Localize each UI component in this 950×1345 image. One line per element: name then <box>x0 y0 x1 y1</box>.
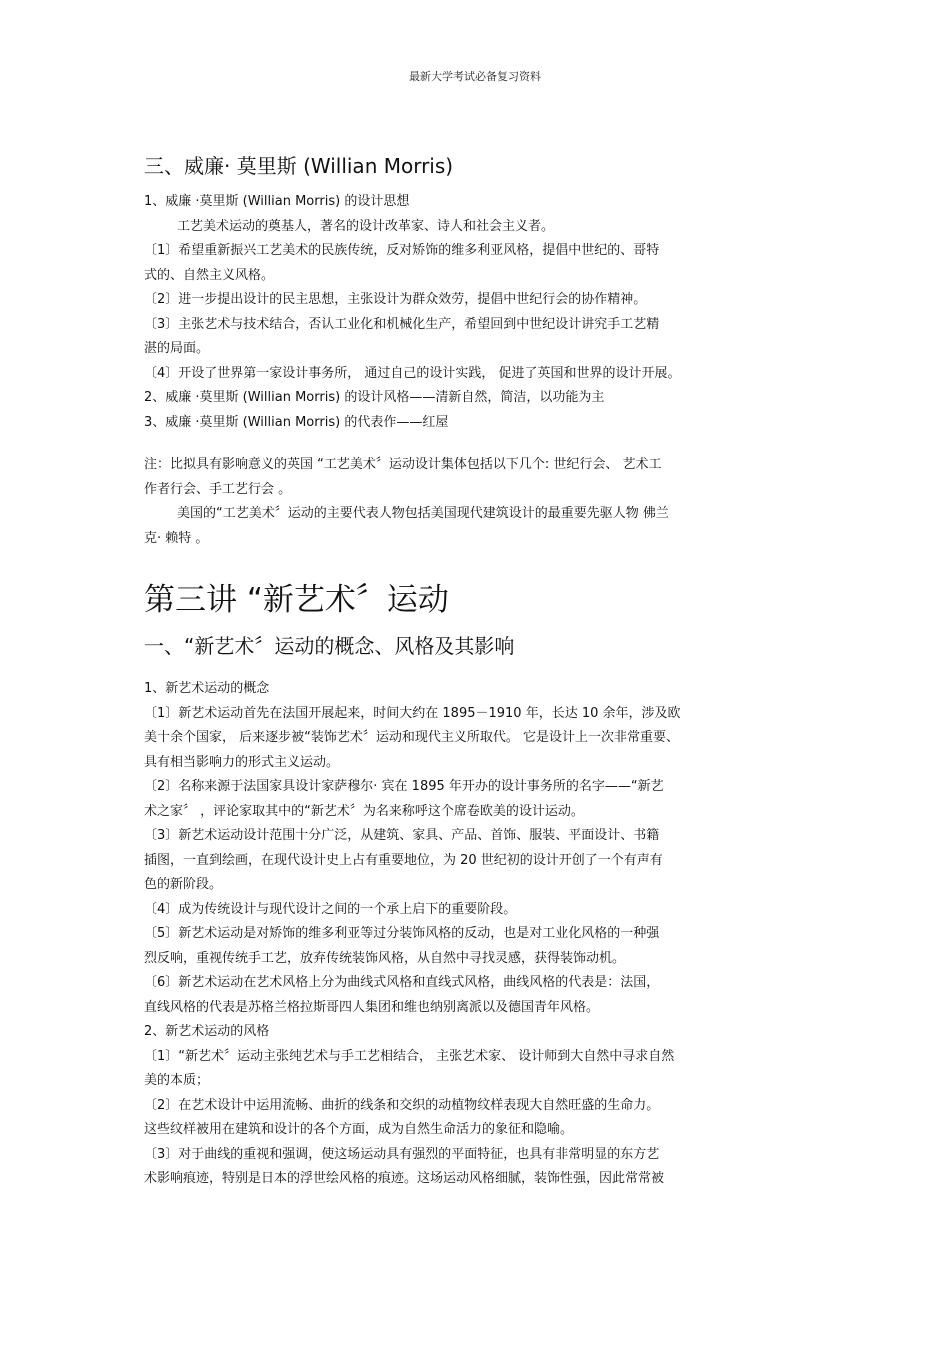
text-line: 〔1〕“新艺术〞运动主张纯艺术与手工艺相结合， 主张艺术家、 设计师到大自然中寻求自然 <box>144 1048 675 1064</box>
text-line: 〔3〕新艺术运动设计范围十分广泛，从建筑、家具、产品、首饰、服装、平面设计、书籍 <box>144 828 660 843</box>
text-line: 〔5〕新艺术运动是对矫饰的维多利亚等过分装饰风格的反动，也是对工业化风格的一种强 <box>144 926 660 941</box>
morris-paragraphs <box>144 190 808 435</box>
note-line: 注：比拟具有影响意义的英国 “工艺美术〞运动设计集体包括以下几个: 世纪行会、 艺术工 <box>144 457 662 472</box>
text-line: 〔1〕新艺术运动首先在法国开展起来，时间大约在 1895－1910 年，长达 10 余年，涉及欧 <box>144 705 681 721</box>
page-header: 最新大学考试必备复习资料 <box>409 70 541 83</box>
lecture-title: 第三讲 “新艺术〞运动 <box>144 582 449 618</box>
text-line: 2、威廉 ·莫里斯 (Willian Morris) 的设计风格——清新自然，简洁，以功能为主 <box>144 390 605 405</box>
text-line: 美十余个国家， 后来逐步被“装饰艺术〞运动和现代主义所取代。 它是设计上一次非常重要、 <box>144 730 680 745</box>
text-line: 工艺美术运动的奠基人，著名的设计改革家、诗人和社会主义者。 <box>177 218 555 234</box>
document-body <box>144 150 808 1192</box>
note-line: 美国的“工艺美术〞运动的主要代表人物包括美国现代建筑设计的最重要先驱人物 佛兰 <box>177 506 669 521</box>
spacer <box>144 435 808 453</box>
text-line: 湛的局面。 <box>144 341 210 356</box>
text-line: 3、威廉 ·莫里斯 (Willian Morris) 的代表作——红屋 <box>144 414 449 430</box>
text-line: 术影响痕迹，特别是日本的浮世绘风格的痕迹。这场运动风格细腻，装饰性强，因此常常被 <box>144 1171 665 1186</box>
art-nouveau-paragraphs <box>144 677 808 1192</box>
text-line: 〔4〕开设了世界第一家设计事务所， 通过自己的设计实践， 促进了英国和世界的设计开展。 <box>144 365 681 381</box>
text-line: 烈反响，重视传统手工艺，放弃传统装饰风格，从自然中寻找灵感，获得装饰动机。 <box>144 950 626 966</box>
text-line: 〔4〕成为传统设计与现代设计之间的一个承上启下的重要阶段。 <box>144 901 517 917</box>
text-line: 这些纹样被用在建筑和设计的各个方面，成为自然生命活力的象征和隐喻。 <box>144 1122 574 1137</box>
lecture-subheading: 一、“新艺术〞运动的概念、风格及其影响 <box>144 634 515 658</box>
note-line: 作者行会、手工艺行会 。 <box>144 481 292 497</box>
text-line: 〔2〕在艺术设计中运用流畅、曲折的线条和交织的动植物纹样表现大自然旺盛的生命力。 <box>144 1097 660 1113</box>
text-line: 〔6〕新艺术运动在艺术风格上分为曲线式风格和直线式风格，曲线风格的代表是：法国， <box>144 975 660 990</box>
text-line: 美的本质； <box>144 1073 210 1088</box>
text-line: 具有相当影响力的形式主义运动。 <box>144 754 340 770</box>
text-line: 〔3〕对于曲线的重视和强调，使这场运动具有强烈的平面特征，也具有非常明显的东方艺 <box>144 1146 660 1162</box>
text-line: 1、新艺术运动的概念 <box>144 681 270 696</box>
text-line: 〔1〕希望重新振兴工艺美术的民族传统，反对矫饰的维多利亚风格，提倡中世纪的、哥特 <box>144 243 660 258</box>
text-line: 术之家〞 ，评论家取其中的“新艺术〞为名来称呼这个席卷欧美的设计运动。 <box>144 803 584 819</box>
text-line: 〔3〕主张艺术与技术结合，否认工业化和机械化生产，希望回到中世纪设计讲究手工艺精 <box>144 316 660 332</box>
text-line: 直线风格的代表是苏格兰格拉斯哥四人集团和维也纳别离派以及德国青年风格。 <box>144 999 600 1015</box>
section-heading-morris: 三、威廉· 莫里斯 (Willian Morris) <box>144 154 454 178</box>
note-paragraphs <box>144 453 808 551</box>
text-line: 1、威廉 ·莫里斯 (Willian Morris) 的设计思想 <box>144 194 410 209</box>
text-line: 式的、自然主义风格。 <box>144 267 275 283</box>
text-line: 色的新阶段。 <box>144 877 223 892</box>
text-line: 〔2〕名称来源于法国家具设计家萨穆尔· 宾在 1895 年开办的设计事务所的名字——“新艺 <box>144 779 664 794</box>
text-line: 〔2〕进一步提出设计的民主思想，主张设计为群众效劳，提倡中世纪行会的协作精神。 <box>144 292 647 307</box>
text-line: 插图，一直到绘画，在现代设计史上占有重要地位，为 20 世纪初的设计开创了一个有声有 <box>144 852 663 868</box>
text-line: 2、新艺术运动的风格 <box>144 1024 270 1039</box>
note-line: 克· 赖特 。 <box>144 530 209 546</box>
